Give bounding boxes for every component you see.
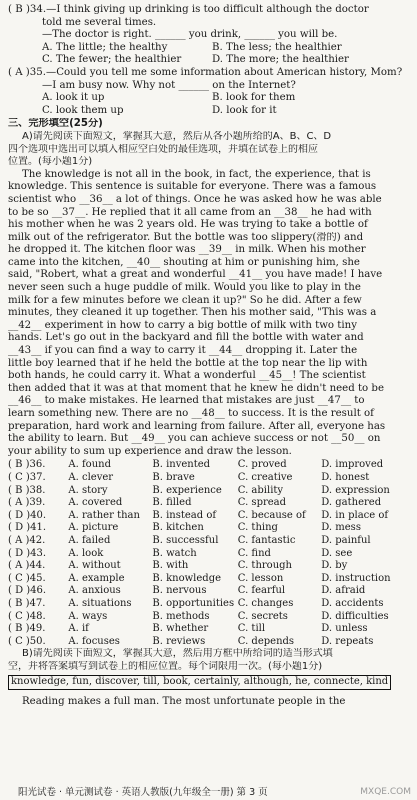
instruction-b-line1: B)请先阅读下面短文，掌握其大意，然后用方框中所给词的适当形式填 bbox=[22, 648, 333, 660]
option-choice: C. creative bbox=[237, 471, 293, 483]
option-choice: A. found bbox=[68, 459, 111, 471]
option-question-number: ( C )37. bbox=[8, 471, 46, 483]
option-row bbox=[8, 548, 405, 561]
answer-mark: ( A ) bbox=[8, 66, 30, 78]
option-choice: D. accidents bbox=[321, 597, 384, 609]
option-choice: C. through bbox=[237, 560, 292, 572]
question-number: 35. bbox=[29, 66, 46, 78]
option-row bbox=[8, 598, 405, 611]
option-row bbox=[8, 623, 405, 636]
passage-line: The knowledge is not all in the book, in fact, the experience, that is bbox=[22, 168, 371, 180]
question-35 bbox=[8, 67, 405, 117]
option-choice: D. repeats bbox=[321, 635, 374, 647]
answer-mark: ( B ) bbox=[8, 4, 30, 15]
instruction-b-line2: 空，并将答案填写到试卷上的相应位置。每个词限用一次。(每小题1分) bbox=[8, 660, 323, 672]
option-d: D. The more; the healthier bbox=[212, 54, 349, 66]
option-choice: B. methods bbox=[152, 610, 210, 622]
option-row bbox=[8, 522, 405, 535]
option-question-number: ( C )48. bbox=[8, 610, 46, 622]
passage-line: learn something new. There are no __48__ to success. It is the result of bbox=[8, 408, 374, 419]
passage-line: both hands, he could carry it. What a wonderful __45__! The scientist bbox=[8, 370, 366, 382]
option-choice: A. example bbox=[68, 572, 125, 584]
passage-line: hands. Let's go out in the backyard and fill the bottle with water and bbox=[8, 332, 364, 344]
option-choice: C. spread bbox=[237, 497, 287, 509]
passage-line: his mother when he was 2 years old. He was trying to take a bottle of bbox=[8, 219, 368, 231]
option-b: B. The less; the healthier bbox=[212, 41, 342, 53]
option-choice: C. secrets bbox=[237, 610, 288, 622]
option-choice: C. lesson bbox=[237, 572, 284, 584]
passage-line: came into the kitchen, __40__ shouting at him or punishing him, she bbox=[8, 256, 360, 268]
option-choice: A. covered bbox=[68, 497, 123, 509]
passage-line: minutes, they cleaned it up together. Then his mother said, "This was a bbox=[8, 307, 377, 319]
option-choice: C. proved bbox=[237, 459, 287, 471]
cloze-options-table bbox=[8, 459, 405, 648]
option-row bbox=[8, 585, 405, 598]
option-question-number: ( B )49. bbox=[8, 623, 46, 635]
option-choice: A. situations bbox=[68, 597, 132, 609]
option-question-number: ( A )39. bbox=[8, 497, 46, 509]
option-question-number: ( D )40. bbox=[8, 509, 47, 521]
option-row bbox=[8, 472, 405, 485]
option-row bbox=[8, 636, 405, 649]
option-choice: D. honest bbox=[321, 471, 370, 483]
option-row bbox=[8, 497, 405, 510]
passage-line: knowledge. This sentence is suitable for everyone. There was a famous bbox=[8, 181, 377, 193]
section-title: 三、完形填空(25分) bbox=[8, 118, 103, 130]
option-choice: B. successful bbox=[152, 534, 219, 546]
option-choice: B. watch bbox=[152, 547, 197, 559]
passage-line: said, "Robert, what a great and wonderful __41__ you have made! I have bbox=[8, 269, 383, 281]
cloze-passage bbox=[8, 169, 405, 459]
passage-line: milk for a few minutes before we clean it up?" So he did. After a few bbox=[8, 294, 362, 306]
passage-line: he dropped it. The kitchen floor was __39__ in milk. When his mother bbox=[8, 244, 366, 256]
question-text: —I think giving up drinking is too difficult although the doctor bbox=[46, 4, 369, 15]
option-choice: A. failed bbox=[68, 534, 111, 546]
option-row bbox=[8, 611, 405, 624]
passage-b-first-line: Reading makes a full man. The most unfortunate people in the bbox=[22, 695, 346, 707]
option-a: A. look it up bbox=[42, 92, 105, 104]
option-question-number: ( B )47. bbox=[8, 597, 46, 609]
option-choice: A. rather than bbox=[68, 509, 140, 521]
question-34 bbox=[8, 4, 405, 67]
option-row bbox=[8, 560, 405, 573]
option-a: A. The little; the healthy bbox=[42, 41, 168, 53]
option-choice: C. find bbox=[237, 547, 271, 559]
question-text: —Could you tell me some information about American history, Mom? bbox=[46, 66, 403, 78]
option-choice: D. difficulties bbox=[321, 610, 389, 622]
option-choice: A. look bbox=[68, 547, 104, 559]
passage-line: never seen such a huge puddle of milk. Would you like to play in the bbox=[8, 282, 361, 294]
passage-line: the ability to learn. But __49__ you can achieve success or not __50__ on bbox=[8, 433, 381, 445]
option-question-number: ( A )44. bbox=[8, 560, 46, 572]
option-question-number: ( C )50. bbox=[8, 635, 46, 647]
option-choice: C. fearful bbox=[237, 585, 286, 597]
option-row bbox=[8, 510, 405, 523]
option-choice: C. thing bbox=[237, 522, 278, 534]
option-choice: B. filled bbox=[152, 497, 192, 509]
option-row bbox=[8, 485, 405, 498]
passage-line: little boy learned that if he held the bottle at the top near the lip with bbox=[8, 357, 368, 369]
option-choice: C. depends bbox=[237, 635, 295, 647]
option-choice: D. painful bbox=[321, 534, 371, 546]
option-choice: B. brave bbox=[152, 471, 195, 483]
question-text-cont: told me several times. bbox=[42, 16, 157, 28]
option-choice: B. instead of bbox=[152, 509, 217, 521]
option-choice: D. see bbox=[321, 547, 353, 559]
option-choice: D. instruction bbox=[321, 572, 391, 584]
option-choice: B. knowledge bbox=[152, 572, 222, 584]
option-choice: B. nervous bbox=[152, 585, 207, 597]
option-choice: A. if bbox=[68, 623, 89, 635]
option-choice: C. fantastic bbox=[237, 534, 296, 546]
option-choice: A. story bbox=[68, 484, 108, 496]
option-choice: D. in place of bbox=[321, 509, 389, 521]
option-choice: D. mess bbox=[321, 522, 361, 534]
option-row bbox=[8, 573, 405, 586]
option-choice: B. whether bbox=[152, 623, 209, 635]
option-choice: B. invented bbox=[152, 459, 211, 471]
watermark: MXQE.COM bbox=[360, 787, 411, 798]
option-choice: D. afraid bbox=[321, 585, 366, 597]
word-bank-box: knowledge, fun, discover, till, book, certainly, although, he, connecte, kind bbox=[8, 675, 391, 690]
option-choice: B. experience bbox=[152, 484, 222, 496]
option-row bbox=[8, 535, 405, 548]
passage-line: preparation, hard work and learning from failure. After all, everyone has bbox=[8, 420, 386, 432]
option-question-number: ( D )43. bbox=[8, 547, 47, 559]
passage-line: __42__ experiment in how to carry a big bottle of milk with two tiny bbox=[8, 319, 357, 331]
option-choice: D. by bbox=[321, 560, 348, 572]
option-choice: D. expression bbox=[321, 484, 390, 496]
option-choice: D. unless bbox=[321, 623, 368, 635]
question-text-reply: —The doctor is right. ______ you drink, ______ you will be. bbox=[42, 29, 338, 41]
option-choice: A. clever bbox=[68, 471, 114, 483]
option-choice: C. till bbox=[237, 623, 266, 635]
option-choice: D. improved bbox=[321, 459, 384, 471]
option-choice: B. kitchen bbox=[152, 522, 204, 534]
option-question-number: ( C )45. bbox=[8, 572, 46, 584]
option-choice: C. changes bbox=[237, 597, 294, 609]
passage-line: to be so __37__. He replied that it all came from an __38__ he had with bbox=[8, 206, 372, 218]
option-c: C. look them up bbox=[42, 104, 124, 116]
option-question-number: ( D )46. bbox=[8, 585, 47, 597]
option-choice: A. anxious bbox=[68, 585, 121, 597]
option-choice: D. gathered bbox=[321, 497, 382, 509]
option-question-number: ( D )41. bbox=[8, 522, 47, 534]
question-number: 34. bbox=[29, 4, 47, 15]
passage-line: __46__ to make mistakes. He learned that mistakes are just __47__ to bbox=[8, 395, 365, 407]
instruction-a-line2: 四个选项中选出可以填入相应空白处的最佳选项，并填在试卷上的相应 bbox=[8, 143, 318, 155]
passage-line: scientist who __36__ a lot of things. Once he was asked how he was able bbox=[8, 193, 382, 205]
option-choice: B. with bbox=[152, 560, 189, 572]
passage-line: then added that it was at that moment that he knew he didn't need to be bbox=[8, 382, 384, 394]
option-choice: A. ways bbox=[68, 610, 108, 622]
passage-line: __43__ if you can find a way to carry it __44__ dropping it. Later the bbox=[8, 345, 358, 357]
passage-line: milk out of the refrigerator. But the bottle was too slippery(滑的) and bbox=[8, 231, 364, 243]
option-choice: C. because of bbox=[237, 509, 306, 521]
option-choice: C. ability bbox=[237, 484, 284, 496]
page-footer: 阳光试卷 · 单元测试卷 · 英语人教版(九年级全一册) 第 3 页 bbox=[18, 787, 268, 798]
option-b: B. look for them bbox=[212, 92, 296, 104]
option-choice: A. picture bbox=[68, 522, 119, 534]
question-text-cont: —I am busy now. Why not ______ on the Internet? bbox=[42, 79, 296, 91]
passage-line: your ability to sum up experience and draw the lesson. bbox=[8, 445, 292, 457]
instruction-a-line1: A)请先阅读下面短文，掌握其大意，然后从各小题所给的A、B、C、D bbox=[22, 130, 332, 142]
option-question-number: ( B )36. bbox=[8, 459, 46, 471]
option-d: D. look for it bbox=[212, 104, 277, 116]
option-row bbox=[8, 459, 405, 472]
option-choice: A. focuses bbox=[68, 635, 120, 647]
option-question-number: ( A )42. bbox=[8, 534, 46, 546]
instruction-a-line3: 位置。(每小题1分) bbox=[8, 156, 93, 168]
option-choice: B. opportunities bbox=[152, 597, 235, 609]
option-question-number: ( B )38. bbox=[8, 484, 46, 496]
option-c: C. The fewer; the healthier bbox=[42, 54, 182, 66]
option-choice: B. reviews bbox=[152, 635, 206, 647]
option-choice: A. without bbox=[68, 560, 121, 572]
